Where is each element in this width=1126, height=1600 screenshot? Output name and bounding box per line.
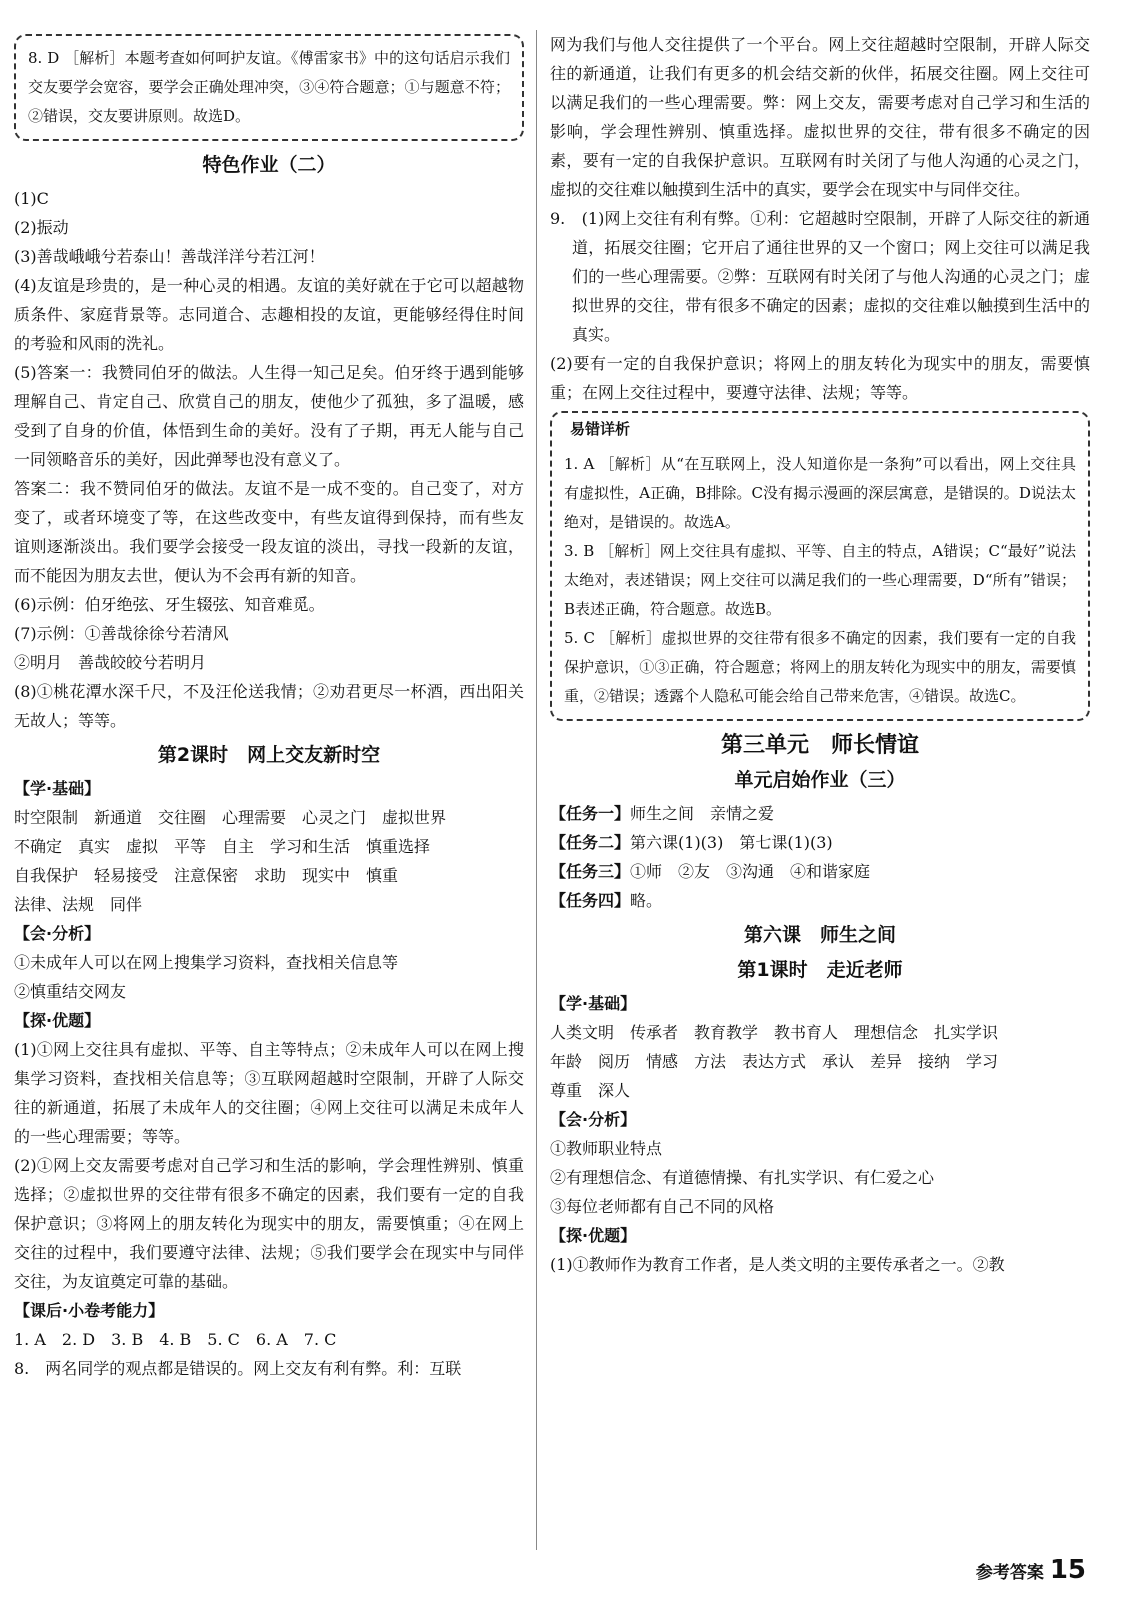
tag-hui: 【会·分析】 xyxy=(14,924,101,943)
lesson6-1-title: 第1课时 走近老师 xyxy=(737,959,903,981)
task-1-text: 师生之间 亲情之爱 xyxy=(630,804,775,823)
xue-right-2: 年龄 阅历 情感 方法 表达方式 承认 差异 接纳 学习 xyxy=(550,1052,999,1071)
tese-2: (2)振动 xyxy=(14,218,69,237)
task-1-tag: 【任务一】 xyxy=(550,804,631,823)
xue-right-1: 人类文明 传承者 教育教学 教书育人 理想信念 扎实学识 xyxy=(550,1023,999,1042)
error-item-1: 1. A ［解析］从“在互联网上，没人知道你是一条狗”可以看出，网上交往具有虚拟性，A正确，B排除。C没有揭示漫画的深层寓意，是错误的。D说法太绝对，是错误的。故选A。 xyxy=(564,455,1076,531)
hui-right-2: ②有理想信念、有道德情操、有扎实学识、有仁爱之心 xyxy=(550,1168,935,1187)
page-number: 15 xyxy=(1049,1555,1086,1585)
hui-right-3: ③每位老师都有自己不同的风格 xyxy=(550,1197,775,1216)
answer-8-continued: 网为我们与他人交往提供了一个平台。网上交往超越时空限制，开辟人际交往的新通道，让我们有更多的机会结交新的伙伴，拓展交往圈。网上交往可以满足我们的一些心理需要。弊：网上交友，需要考虑对自己学习和生活的影响，学会理性辨别、慎重选择。虚拟世界的交往，带有很多不确定的因素，要有一定的自我保护意识。互联网有时关闭了与他人沟通的心灵之门，虚拟的交往难以触摸到生活中的真实，要学会在现实中与同伴交往。 xyxy=(550,35,1090,199)
tese-3: (3)善哉峨峨兮若泰山！善哉洋洋兮若江河！ xyxy=(14,247,325,266)
task-4 xyxy=(550,886,1090,915)
task-2-text: 第六课(1)(3) 第七课(1)(3) xyxy=(630,833,833,852)
tese-7: (7)示例：①善哉徐徐兮若清风 xyxy=(14,624,229,643)
tag-xue: 【学·基础】 xyxy=(14,779,101,798)
xue-line-1: 时空限制 新通道 交往圈 心理需要 心灵之门 虚拟世界 xyxy=(14,808,447,827)
xue-line-2: 不确定 真实 虚拟 平等 自主 学习和生活 慎重选择 xyxy=(14,837,431,856)
page-footer xyxy=(976,1556,1086,1588)
tese-5: (5)答案一：我赞同伯牙的做法。人生得一知己足矣。伯牙终于遇到能够理解自己、肯定自己、欣赏自己的朋友，使他少了孤独，多了温暖，感受到了自身的价值，体悟到生命的美好。没有了子期，再无人能与自己一同领略音乐的美好，因此弹琴也没有意义了。 xyxy=(14,363,524,469)
column-divider xyxy=(536,30,537,1550)
tese-4: (4)友谊是珍贵的，是一种心灵的相遇。友谊的美好就在于它可以超越物质条件、家庭背景等。志同道合、志趣相投的友谊，更能够经得住时间的考验和风雨的洗礼。 xyxy=(14,276,524,353)
task-3-text: ①师 ②友 ③沟通 ④和谐家庭 xyxy=(630,862,871,881)
xue-right-3: 尊重 深人 xyxy=(550,1081,631,1100)
task-3-tag: 【任务三】 xyxy=(550,862,631,881)
error-analysis-box xyxy=(550,411,1090,721)
left-column xyxy=(14,30,524,1383)
analysis-box-8 xyxy=(14,34,524,141)
hui-2: ②慎重结交网友 xyxy=(14,982,127,1001)
section-title-tese: 特色作业（二） xyxy=(202,154,336,176)
lesson6-title: 第六课 师生之间 xyxy=(743,924,896,946)
tag-xue-right: 【学·基础】 xyxy=(550,994,637,1013)
task-2-tag: 【任务二】 xyxy=(550,833,631,852)
task-3 xyxy=(550,857,1090,886)
unit-title: 第三单元 师长情谊 xyxy=(720,733,919,758)
error-item-5: 5. C ［解析］虚拟世界的交往带有很多不确定的因素，我们要有一定的自我保护意识，①③正确，符合题意；将网上的朋友转化为现实中的朋友，需要慎重，②错误；透露个人隐私可能会给自己带来危害，④错误。故选C。 xyxy=(564,629,1076,705)
tese-8: (8)①桃花潭水深千尺，不及汪伦送我情；②劝君更尽一杯酒，西出阳关无故人；等等。 xyxy=(14,682,524,730)
answer-9-1: 9. (1)网上交往有利有弊。①利：它超越时空限制，开辟了人际交往的新通道，拓展交往圈；它开启了通往世界的又一个窗口；网上交往可以满足我们的一些心理需要。②弊：互联网有时关闭了与他人沟通的心灵之门；虚拟世界的交往，带有很多不确定的因素；虚拟的交往难以触摸到生活中的真实。 xyxy=(550,209,1090,344)
xue-line-4: 法律、法规 同伴 xyxy=(14,895,143,914)
tag-tan: 【探·优题】 xyxy=(14,1011,101,1030)
hui-1: ①未成年人可以在网上搜集学习资料，查找相关信息等 xyxy=(14,953,399,972)
task-1 xyxy=(550,799,1090,828)
box-item-8: 8. D ［解析］本题考查如何呵护友谊。《傅雷家书》中的这句话启示我们交友要学会宽容，要学会正确处理冲突，③④符合题意；①与题意不符；②错误，交友要讲原则。故选D。 xyxy=(28,49,510,125)
tan-right-1: (1)①教师作为教育工作者，是人类文明的主要传承者之一。②教 xyxy=(550,1255,1005,1274)
tag-tan-right: 【探·优题】 xyxy=(550,1226,637,1245)
right-column xyxy=(550,30,1090,1279)
kehou-2: 8. 两名同学的观点都是错误的。网上交友有利有弊。利：互联 xyxy=(14,1359,462,1378)
tese-7b: ②明月 善哉皎皎兮若明月 xyxy=(14,653,207,672)
answer-9-2: (2)要有一定的自我保护意识；将网上的朋友转化为现实中的朋友，需要慎重；在网上交往过程中，要遵守法律、法规；等等。 xyxy=(550,354,1090,402)
task-4-text: 略。 xyxy=(630,891,663,910)
footer-label: 参考答案 xyxy=(975,1563,1044,1583)
error-analysis-title: 易错详析 xyxy=(564,415,636,444)
lesson-title: 第2课时 网上交友新时空 xyxy=(157,744,381,766)
error-item-3: 3. B ［解析］网上交往具有虚拟、平等、自主的特点，A错误；C“最好”说法太绝对，表述错误；网上交往可以满足我们的一些心理需要，D“所有”错误；B表述正确，符合题意。故选B。 xyxy=(564,542,1076,618)
task-2 xyxy=(550,828,1090,857)
unit-start-title: 单元启始作业（三） xyxy=(734,769,906,791)
tan-2: (2)①网上交友需要考虑对自己学习和生活的影响，学会理性辨别、慎重选择；②虚拟世界的交往带有很多不确定的因素，我们要有一定的自我保护意识；③将网上的朋友转化为现实中的朋友，需要慎重；④在网上交往的过程中，我们要遵守法律、法规；⑤我们要学会在现实中与同伴交往，为友谊奠定可靠的基础。 xyxy=(14,1156,524,1291)
tag-hui-right: 【会·分析】 xyxy=(550,1110,637,1129)
tag-kehou: 【课后·小卷考能力】 xyxy=(14,1301,165,1320)
tese-6: (6)示例：伯牙绝弦、牙生辍弦、知音难觅。 xyxy=(14,595,325,614)
tan-1: (1)①网上交往具有虚拟、平等、自主等特点；②未成年人可以在网上搜集学习资料，查找相关信息等；③互联网超越时空限制，开辟了人际交往的新通道，拓展了未成年人的交往圈；④网上交往可以满足未成年人的一些心理需要；等等。 xyxy=(14,1040,524,1146)
task-4-tag: 【任务四】 xyxy=(550,891,631,910)
tese-1: (1)C xyxy=(14,189,49,208)
hui-right-1: ①教师职业特点 xyxy=(550,1139,663,1158)
tese-5b: 答案二：我不赞同伯牙的做法。友谊不是一成不变的。自己变了，对方变了，或者环境变了等，在这些改变中，有些友谊得到保持，而有些友谊则逐渐淡出。我们要学会接受一段友谊的淡出，寻找一段新的友谊，而不能因为朋友去世，便认为不会再有新的知音。 xyxy=(14,479,524,585)
xue-line-3: 自我保护 轻易接受 注意保密 求助 现实中 慎重 xyxy=(14,866,399,885)
kehou-1: 1. A 2. D 3. B 4. B 5. C 6. A 7. C xyxy=(14,1330,337,1349)
